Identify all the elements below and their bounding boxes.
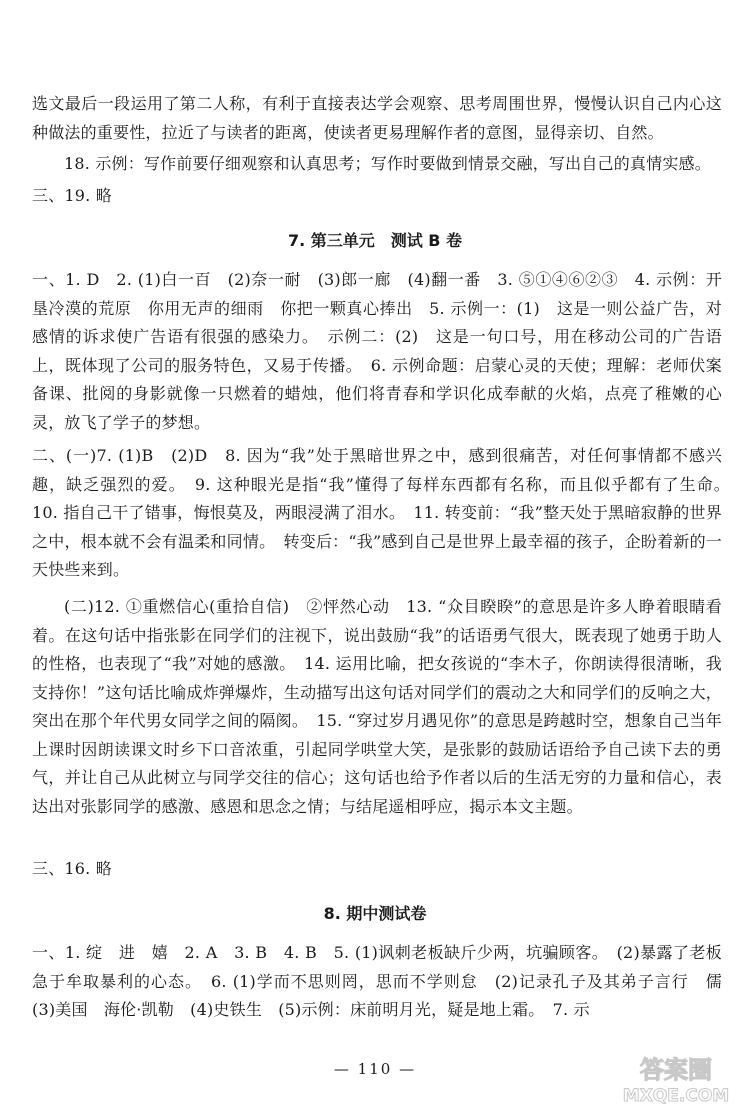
- answer-paragraph-part2-a: 二、(一)7. (1)B (2)D 8. 因为“我”处于黑暗世界之中，感到很痛苦，对任何事情都不感兴趣，缺乏强烈的爱。 9. 这种眼光是指“我”懂得了每样东西都有名称，而且似乎都有了生命。 10. 指自己干了错事，悔恨莫及，两眼浸满了泪水。 11. 转变前：“我”整天处于黑暗寂静的世界之中，根本就不会有温柔和同情。 转变后：“我”感到自己是世界上最幸福的孩子，企盼着新的一天快些来到。: [32, 446, 739, 579]
- answer-paragraph-part1: 一、1. D 2. (1)白一百 (2)奈一耐 (3)郎一廊 (4)翻一番 3. ⑤①④⑥②③ 4. 示例：开垦冷漠的荒原 你用无声的细雨 你把一颗真心捧出 5. 示例一：(1) 这是一则公益广告，对感情的诉求使广告语有很强的感染力。 示例二：(2) 这是一句口号，用在移动公司的广告语上，既体现了公司的服务特色，又易于传播。 6. 示例命题：启蒙心灵的天使；理解：老师伏案备课、批阅的身影就像一只燃着的蜡烛，他们将青春和学识化成奉献的火焰，点亮了稚嫩的心灵，放飞了学子的梦想。: [32, 270, 722, 432]
- section-heading-unit3-test-b: 7. 第三单元 测试 B 卷: [287, 231, 463, 250]
- watermark-logo: [612, 1052, 740, 1106]
- answer-paragraph-midterm-part1: 一、1. 绽 进 嬉 2. A 3. B 4. B 5. (1)讽刺老板缺斤少两，坑骗顾客。 (2)暴露了老板急于牟取暴利的心态。 6. (1)学而不思则罔，思而不学则怠 (2)记录孔子及其弟子言行 儒 (3)美国 海伦·凯勒 (4)史铁生 (5)示例：床前明月光，疑是地上霜。 7. 示: [32, 943, 739, 1019]
- section-heading-midterm-test: 8. 期中测试卷: [323, 904, 427, 923]
- page-number: — 110 —: [333, 1060, 417, 1078]
- answer-paragraph-conclusion: 选文最后一段运用了第二人称，有利于直接表达学会观察、思考周围世界，慢慢认识自己内心这种做法的重要性，拉近了与读者的距离，使读者更易理解作者的意图，显得亲切、自然。: [32, 94, 722, 142]
- watermark-top-text: 答案圈: [640, 1056, 712, 1084]
- answer-paragraph-16: 三、16. 略: [32, 859, 112, 878]
- watermark-bottom-text: MXQE.COM: [622, 1086, 730, 1106]
- answer-paragraph-19: 三、19. 略: [32, 186, 112, 205]
- answer-paragraph-18: 18. 示例：写作前要仔细观察和认真思考；写作时要做到情景交融，写出自己的真情实感。: [64, 154, 711, 173]
- answer-paragraph-part2-b: (二)12. ①重燃信心(重拾自信) ②怦然心动 13. “众目睽睽”的意思是许多人睁着眼睛看着。在这句话中指张影在同学们的注视下，说出鼓励“我”的话语勇气很大，既表现了她勇于助人的性格，也表现了“我”对她的感激。 14. 运用比喻，把女孩说的“李木子，你朗读得很清晰，我支持你！”这句话比喻成炸弹爆炸，生动描写出这句话对同学们的震动之大和同学们的反响之大，突出在那个年代男女同学之间的隔阂。 15. “穿过岁月遇见你”的意思是跨越时空，想象自己当年上课时因朗读课文时乡下口音浓重，引起同学哄堂大笑，是张影的鼓励话语给予自己读下去的勇气，并让自己从此树立与同学交往的信心；这句话也给予作者以后的生活无穷的力量和信心，表达出对张影同学的感激、感恩和思念之情；与结尾遥相呼应，揭示本文主题。: [32, 597, 722, 816]
